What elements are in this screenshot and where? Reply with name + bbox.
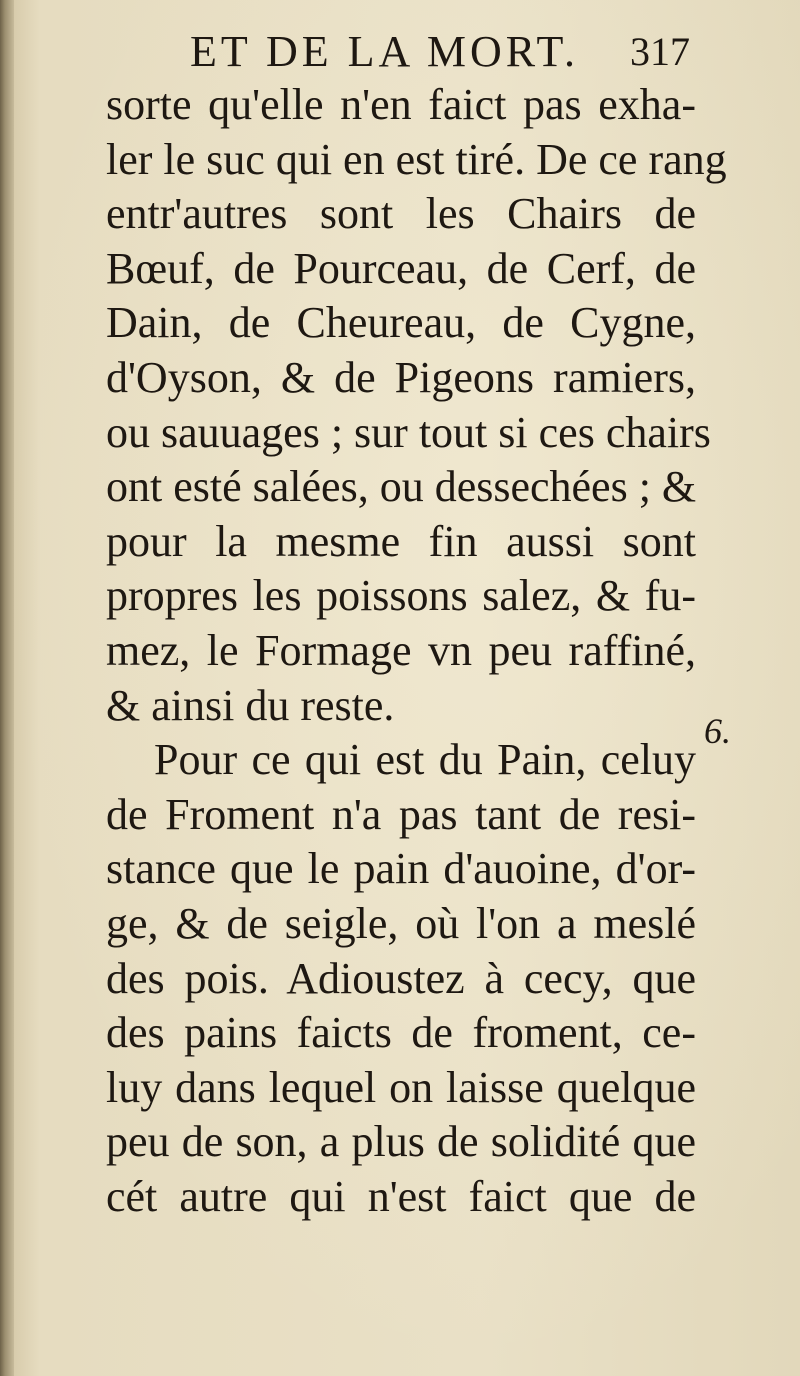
text-line: des pois. Adioustez à cecy, que bbox=[106, 953, 696, 1003]
page-header bbox=[190, 26, 690, 82]
running-head: ET DE LA MORT. bbox=[190, 27, 580, 76]
text-line: stance que le pain d'auoine, d'or- bbox=[106, 844, 696, 894]
page-gutter bbox=[0, 0, 14, 1376]
marginal-note: 6. bbox=[704, 711, 731, 751]
text-line: ge, & de seigle, où l'on a meslé bbox=[106, 898, 696, 948]
text-line: Bœuf, de Pourceau, de Cerf, de bbox=[106, 243, 696, 293]
text-line: entr'autres sont les Chairs de bbox=[106, 189, 696, 239]
body-text bbox=[106, 78, 727, 1224]
text-line: ler le suc qui en est tiré. De ce rang bbox=[106, 134, 727, 184]
text-line: des pains faicts de froment, ce- bbox=[106, 1008, 696, 1058]
text-line: ou sauuages ; sur tout si ces chairs bbox=[106, 407, 711, 457]
text-line: de Froment n'a pas tant de resi- bbox=[106, 789, 696, 839]
text-line: pour la mesme fin aussi sont bbox=[106, 516, 696, 566]
text-line: peu de son, a plus de solidité que bbox=[106, 1117, 696, 1167]
text-line: d'Oyson, & de Pigeons ramiers, bbox=[106, 352, 696, 402]
page-number: 317 bbox=[630, 29, 690, 74]
text-line: luy dans lequel on laisse quelque bbox=[106, 1062, 696, 1112]
text-line: Dain, de Cheureau, de Cygne, bbox=[106, 298, 696, 348]
text-line: mez, le Formage vn peu raffiné, bbox=[106, 625, 696, 675]
text-line: Pour ce qui est du Pain, celuy bbox=[154, 735, 696, 785]
text-line: & ainsi du reste. bbox=[106, 680, 395, 730]
text-line: sorte qu'elle n'en faict pas exha- bbox=[106, 80, 696, 129]
text-line: propres les poissons salez, & fu- bbox=[106, 571, 696, 621]
text-line: ont esté salées, ou dessechées ; & bbox=[106, 462, 697, 512]
text-line: cét autre qui n'est faict que de bbox=[106, 1171, 696, 1221]
